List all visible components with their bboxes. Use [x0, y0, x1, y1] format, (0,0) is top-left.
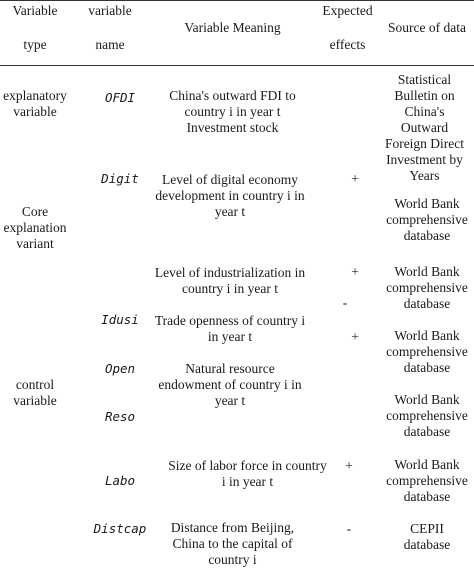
meaning-reso-3: year t — [214, 393, 246, 408]
source-reso-3: database — [403, 424, 451, 439]
type-core-2: explanation — [3, 220, 67, 235]
header-variable-type-1: Variable — [12, 3, 58, 18]
name-distcap: Distcap — [93, 521, 147, 536]
source-reso-2: comprehensive — [386, 408, 468, 423]
source-labo-2: comprehensive — [386, 473, 468, 488]
meaning-ofdi-3: Investment stock — [186, 120, 279, 135]
source-digit-3: database — [403, 228, 451, 243]
meaning-open-1: Trade openness of country i — [154, 313, 306, 328]
name-open: Open — [104, 361, 136, 376]
source-ofdi-5: Foreign Direct — [384, 136, 465, 151]
source-ofdi-3: China's — [404, 104, 445, 119]
name-idusi: Idusi — [101, 312, 139, 327]
meaning-digit-3: year t — [214, 204, 246, 219]
header-expected-effects-2: effects — [329, 37, 366, 52]
header-bottom-rule — [0, 65, 474, 66]
meaning-open-2: in year t — [207, 329, 253, 344]
type-explanatory-1: explanatory — [3, 88, 67, 103]
source-ofdi-6: Investment by — [386, 152, 463, 167]
meaning-reso-2: endowment of country i in — [158, 377, 302, 392]
effect-idusi-minus: - — [342, 295, 348, 310]
meaning-distcap-2: China to the capital of — [172, 536, 293, 551]
effect-idusi: + — [351, 264, 359, 279]
header-variable-name-1: variable — [88, 3, 132, 18]
header-variable-name-2: name — [95, 37, 125, 52]
meaning-labo-1: Size of labor force in country — [168, 458, 327, 473]
source-labo-1: World Bank — [394, 457, 460, 472]
source-open-2: comprehensive — [386, 344, 468, 359]
meaning-idusi-2: country i in year t — [182, 281, 278, 296]
source-digit-1: World Bank — [394, 196, 460, 211]
name-reso: Reso — [104, 409, 136, 424]
meaning-digit-1: Level of digital economy — [161, 172, 299, 187]
header-variable-meaning: Variable Meaning — [184, 20, 281, 35]
table-top-rule — [0, 0, 474, 1]
meaning-ofdi-1: China's outward FDI to — [169, 88, 296, 103]
header-expected-effects-1: Expected — [322, 3, 373, 18]
source-distcap-1: CEPII — [410, 521, 444, 536]
meaning-digit-2: development in country i in — [155, 188, 305, 203]
type-core-1: Core — [21, 204, 49, 219]
name-labo: Labo — [104, 473, 136, 488]
header-source-of-data: Source of data — [388, 20, 466, 35]
source-ofdi-1: Statistical — [397, 72, 452, 87]
effect-labo: + — [345, 458, 353, 473]
source-open-1: World Bank — [394, 328, 460, 343]
source-reso-1: World Bank — [394, 392, 460, 407]
name-digit: Digit — [101, 171, 139, 186]
type-explanatory-2: variable — [13, 104, 57, 119]
meaning-ofdi-2: country i in year t — [184, 104, 281, 119]
effect-distcap: - — [346, 521, 352, 536]
meaning-distcap-3: country i — [208, 552, 257, 567]
source-digit-2: comprehensive — [386, 212, 468, 227]
meaning-distcap-1: Distance from Beijing, — [170, 520, 295, 535]
meaning-idusi-1: Level of industrialization in — [154, 265, 306, 280]
type-control-2: variable — [13, 393, 57, 408]
meaning-labo-2: i in year t — [221, 474, 274, 489]
type-core-3: variant — [16, 236, 54, 251]
source-idusi-1: World Bank — [394, 264, 460, 279]
source-ofdi-4: Outward — [400, 120, 449, 135]
source-ofdi-2: Bulletin on — [394, 88, 455, 103]
source-idusi-3: database — [403, 296, 451, 311]
name-ofdi: OFDI — [104, 90, 136, 105]
source-ofdi-7: Years — [409, 168, 440, 183]
source-distcap-2: database — [403, 537, 451, 552]
type-control-1: control — [15, 377, 55, 392]
source-labo-3: database — [403, 489, 451, 504]
source-idusi-2: comprehensive — [386, 280, 468, 295]
effect-open: + — [351, 329, 359, 344]
source-open-3: database — [403, 360, 451, 375]
meaning-reso-1: Natural resource — [185, 361, 275, 376]
effect-digit: + — [351, 171, 359, 186]
header-variable-type-2: type — [23, 37, 47, 52]
